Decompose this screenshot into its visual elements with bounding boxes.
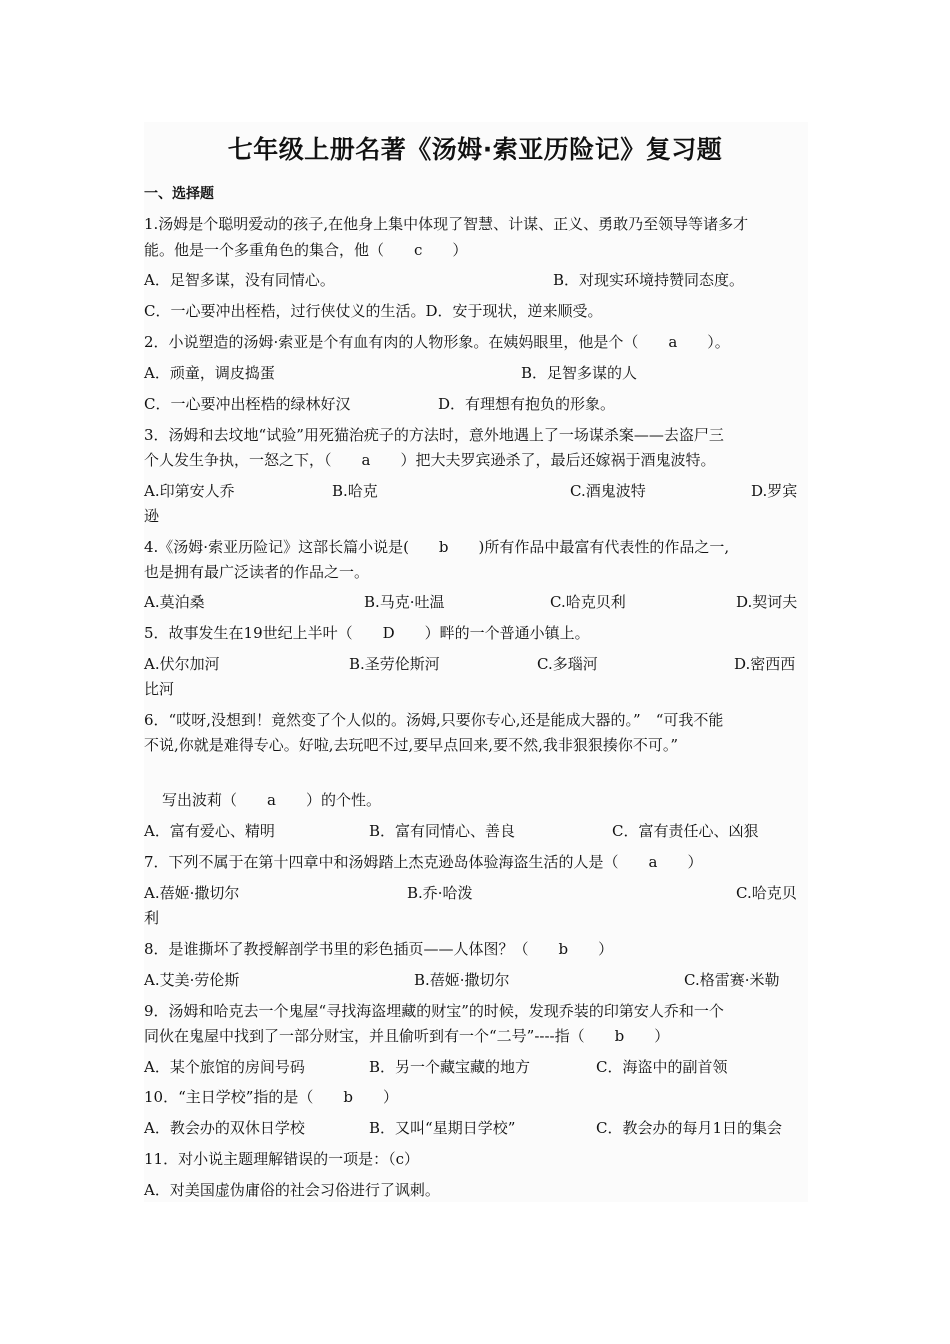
question-3-option-d: D.罗宾 <box>751 482 798 500</box>
question-9-option-c: C．海盗中的副首领 <box>596 1058 728 1076</box>
question-3-option-c: C.酒鬼波特 <box>570 482 646 500</box>
question-11-option-a: A．对美国虚伪庸俗的社会习俗进行了讽刺。 <box>144 1181 440 1199</box>
question-4-option-d: D.契诃夫 <box>736 593 798 611</box>
question-3-option-d-wrap: 逊 <box>144 507 160 525</box>
question-4-option-b: B.马克·吐温 <box>364 593 445 611</box>
question-8-line-1: 8．是谁撕坏了教授解剖学书里的彩色插页——人体图？（ b ） <box>144 940 614 958</box>
question-9-option-b: B．另一个藏宝藏的地方 <box>369 1058 531 1076</box>
page-title: 七年级上册名著《汤姆·索亚历险记》复习题 <box>227 135 723 164</box>
question-5-option-c: C.多瑙河 <box>537 655 598 673</box>
question-5-option-d-wrap: 比河 <box>144 680 175 698</box>
question-7-option-c-wrap: 利 <box>144 909 160 927</box>
question-9-option-a: A．某个旅馆的房间号码 <box>144 1058 305 1076</box>
question-1-option-cd: C．一心要冲出桎梏，过行侠仗义的生活。D．安于现状，逆来顺受。 <box>144 302 603 320</box>
question-10-option-b: B．又叫“星期日学校” <box>369 1119 516 1137</box>
question-10-option-a: A．教会办的双休日学校 <box>144 1119 305 1137</box>
question-5-option-b: B.圣劳伦斯河 <box>349 655 440 673</box>
question-7-option-b: B.乔·哈泼 <box>407 884 473 902</box>
section-heading: 一、选择题 <box>144 186 214 202</box>
question-11-line-1: 11．对小说主题理解错误的一项是：（c） <box>144 1150 419 1168</box>
question-10-option-c: C．教会办的每月1日的集会 <box>596 1119 783 1137</box>
question-6-option-a: A．富有爱心、精明 <box>144 822 275 840</box>
question-8-option-c: C.格雷赛·米勒 <box>684 971 780 989</box>
question-7-line-1: 7．下列不属于在第十四章中和汤姆踏上杰克逊岛体验海盗生活的人是（ a ） <box>144 853 703 871</box>
question-4-option-a: A.莫泊桑 <box>144 593 205 611</box>
question-8-option-b: B.蓓姬·撒切尔 <box>414 971 510 989</box>
question-3-line-2: 个人发生争执，一怒之下，（ a ）把大夫罗宾逊杀了，最后还嫁祸于酒鬼波特。 <box>144 451 716 469</box>
question-6-line-1: 6．“哎呀,没想到！竟然变了个人似的。汤姆,只要你专心,还是能成大器的。” “可我不能 <box>144 711 724 729</box>
question-9-line-1: 9．汤姆和哈克去一个鬼屋“寻找海盗埋藏的财宝”的时候，发现乔装的印第安人乔和一个 <box>144 1002 724 1020</box>
question-2-option-b: B．足智多谋的人 <box>521 364 638 382</box>
question-5-line-1: 5．故事发生在19世纪上半叶（ D ）畔的一个普通小镇上。 <box>144 624 590 642</box>
question-4-line-1: 4.《汤姆·索亚历险记》这部长篇小说是( b )所有作品中最富有代表性的作品之一, <box>144 538 730 556</box>
question-2-line-1: 2．小说塑造的汤姆·索亚是个有血有肉的人物形象。在姨妈眼里，他是个（ a ）。 <box>144 333 730 351</box>
question-6-line-2: 不说,你就是难得专心。好啦,去玩吧不过,要早点回来,要不然,我非狠狠揍你不可。” <box>144 736 679 754</box>
question-7-option-c: C.哈克贝 <box>736 884 797 902</box>
question-10-line-1: 10．“主日学校”指的是（ b ） <box>144 1088 399 1106</box>
question-6-line-3: 写出波莉（ a ）的个性。 <box>162 791 381 809</box>
question-1-option-a: A．足智多谋，没有同情心。 <box>144 271 335 289</box>
question-5-option-d: D.密西西 <box>734 655 796 673</box>
question-3-line-1: 3．汤姆和去坟地“试验”用死猫治疣子的方法时，意外地遇上了一场谋杀案——去盗尸三 <box>144 426 724 444</box>
question-1-line-2: 能。他是一个多重角色的集合，他（ c ） <box>144 241 468 259</box>
question-6-option-c: C．富有责任心、凶狠 <box>612 822 759 840</box>
question-4-option-c: C.哈克贝利 <box>550 593 626 611</box>
question-1-option-b: B．对现实环境持赞同态度。 <box>553 271 745 289</box>
question-2-option-d: D．有理想有抱负的形象。 <box>438 395 616 413</box>
question-3-option-b: B.哈克 <box>332 482 378 500</box>
question-3-option-a: A.印第安人乔 <box>144 482 235 500</box>
question-2-option-a: A．顽童，调皮捣蛋 <box>144 364 275 382</box>
question-5-option-a: A.伏尔加河 <box>144 655 220 673</box>
question-1-line-1: 1.汤姆是个聪明爱动的孩子,在他身上集中体现了智慧、计谋、正义、勇敢乃至领导等诸多才 <box>144 215 749 233</box>
question-4-line-2: 也是拥有最广泛读者的作品之一。 <box>144 563 370 581</box>
question-8-option-a: A.艾美·劳伦斯 <box>144 971 240 989</box>
question-9-line-2: 同伙在鬼屋中找到了一部分财宝，并且偷听到有一个“二号”----指（ b ） <box>144 1027 670 1045</box>
question-7-option-a: A.蓓姬·撒切尔 <box>144 884 240 902</box>
question-2-option-c: C．一心要冲出桎梏的绿林好汉 <box>144 395 351 413</box>
question-6-option-b: B．富有同情心、善良 <box>369 822 516 840</box>
